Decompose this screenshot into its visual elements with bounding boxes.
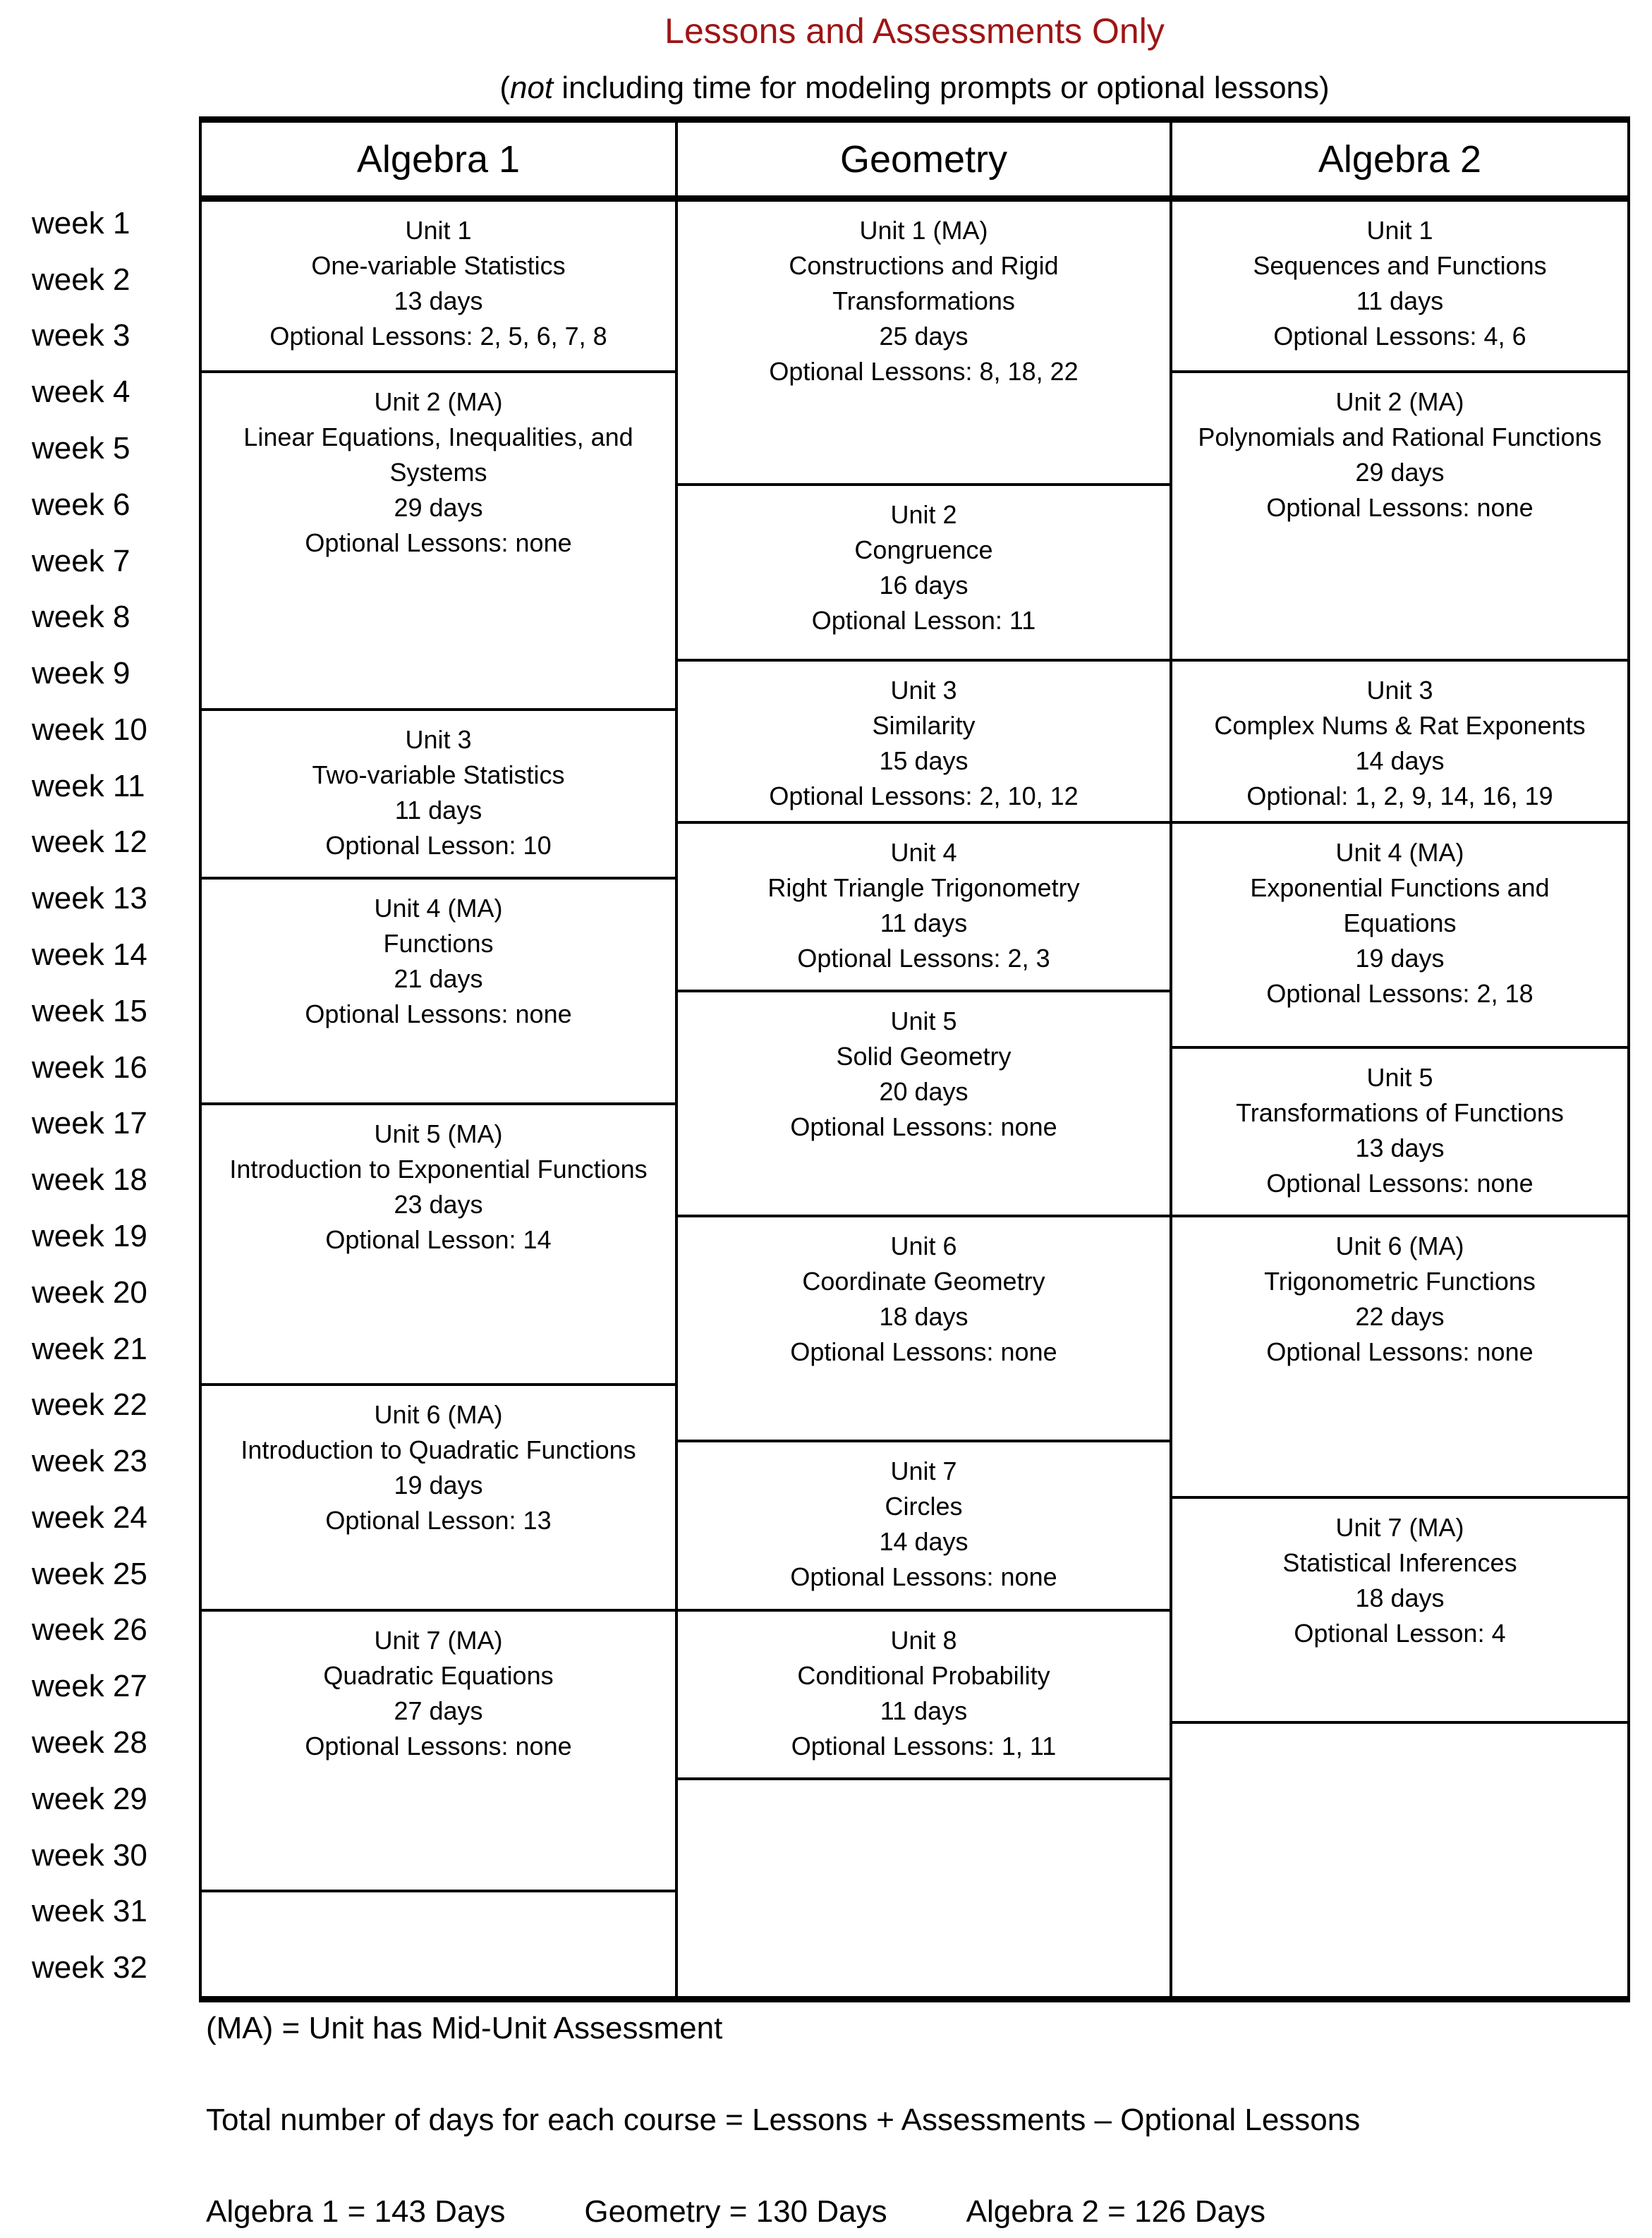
- unit-optional-lessons: Optional Lesson: 4: [1294, 1618, 1506, 1648]
- empty-block-geometry: [678, 1777, 1170, 2002]
- unit-title: Transformations of Functions: [1236, 1097, 1564, 1127]
- course-total-1: Algebra 1 = 143 Days: [206, 2194, 506, 2229]
- unit-block-geometry-2: [678, 483, 1170, 659]
- subtitle-italic: not: [509, 71, 554, 105]
- footnote-course-totals: [206, 2192, 1603, 2232]
- unit-title: Functions: [383, 929, 494, 959]
- week-label-4: week 4: [32, 375, 130, 410]
- week-label-27: week 27: [32, 1669, 147, 1704]
- unit-title: Solid Geometry: [836, 1041, 1012, 1071]
- unit-title: Right Triangle Trigonometry: [767, 872, 1080, 902]
- unit-label: Unit 3: [890, 675, 957, 705]
- unit-label: Unit 5: [890, 1006, 957, 1035]
- unit-days: 11 days: [1356, 286, 1444, 315]
- week-label-28: week 28: [32, 1725, 147, 1760]
- unit-days: 13 days: [1355, 1133, 1445, 1162]
- unit-optional-lessons: Optional Lessons: 2, 10, 12: [769, 781, 1079, 810]
- unit-days: 20 days: [879, 1076, 968, 1106]
- week-label-1: week 1: [32, 205, 130, 241]
- unit-block-algebra-2-3: [1172, 659, 1627, 821]
- unit-title: Trigonometric Functions: [1264, 1267, 1536, 1296]
- week-label-7: week 7: [32, 543, 130, 578]
- empty-block-algebra-2: [1172, 1721, 1627, 2002]
- week-label-29: week 29: [32, 1781, 147, 1816]
- unit-label: Unit 2 (MA): [374, 387, 503, 417]
- unit-optional-lessons: Optional Lessons: none: [790, 1337, 1057, 1367]
- week-label-18: week 18: [32, 1162, 147, 1198]
- unit-days: 11 days: [880, 908, 968, 937]
- week-label-31: week 31: [32, 1894, 147, 1929]
- unit-optional-lessons: Optional Lessons: none: [790, 1112, 1057, 1141]
- unit-block-geometry-1: [678, 202, 1170, 483]
- unit-block-algebra-1-1: [202, 202, 675, 370]
- course-total-2: Geometry = 130 Days: [584, 2194, 887, 2229]
- unit-title: Coordinate Geometry: [802, 1267, 1045, 1296]
- unit-title: Circles: [885, 1492, 963, 1521]
- unit-block-algebra-2-7: [1172, 1496, 1627, 1721]
- unit-title: Statistical Inferences: [1282, 1547, 1517, 1577]
- unit-block-algebra-2-1: [1172, 202, 1627, 370]
- unit-days: 27 days: [394, 1696, 483, 1725]
- footnote-total-formula: Total number of days for each course = Lessons + Assessments – Optional Lessons: [206, 2103, 1361, 2137]
- unit-block-geometry-3: [678, 659, 1170, 821]
- unit-days: 14 days: [1355, 746, 1445, 775]
- unit-title: Quadratic Equations: [323, 1660, 554, 1690]
- unit-label: Unit 7 (MA): [374, 1625, 503, 1655]
- week-label-21: week 21: [32, 1331, 147, 1366]
- week-label-12: week 12: [32, 825, 147, 860]
- unit-days: 14 days: [879, 1527, 968, 1557]
- unit-block-algebra-2-6: [1172, 1215, 1627, 1496]
- unit-label: Unit 6: [890, 1231, 957, 1261]
- unit-block-algebra-2-2: [1172, 370, 1627, 658]
- unit-optional-lessons: Optional Lessons: none: [790, 1562, 1057, 1592]
- footnote-ma: (MA) = Unit has Mid-Unit Assessment: [206, 2011, 723, 2045]
- week-label-24: week 24: [32, 1500, 147, 1535]
- unit-optional-lessons: Optional Lessons: none: [305, 999, 572, 1029]
- unit-optional-lessons: Optional Lessons: none: [1266, 493, 1533, 523]
- week-label-2: week 2: [32, 262, 130, 297]
- unit-label: Unit 5: [1366, 1062, 1433, 1092]
- unit-block-algebra-1-7: [202, 1609, 675, 1890]
- column-header-algebra-2: Algebra 2: [1318, 138, 1482, 181]
- unit-label: Unit 7: [890, 1456, 957, 1486]
- unit-block-algebra-1-3: [202, 708, 675, 877]
- week-label-16: week 16: [32, 1050, 147, 1085]
- unit-optional-lessons: Optional Lessons: 2, 3: [797, 943, 1050, 973]
- unit-optional-lessons: Optional Lessons: 2, 18: [1266, 978, 1533, 1008]
- unit-days: 19 days: [1355, 943, 1445, 973]
- unit-label: Unit 5 (MA): [374, 1119, 503, 1148]
- unit-optional-lessons: Optional Lessons: none: [305, 1731, 572, 1760]
- unit-block-geometry-4: [678, 821, 1170, 990]
- unit-block-geometry-8: [678, 1609, 1170, 1777]
- week-label-17: week 17: [32, 1106, 147, 1141]
- unit-title: Sequences and Functions: [1253, 251, 1547, 280]
- unit-days: 16 days: [879, 570, 968, 600]
- unit-label: Unit 4 (MA): [374, 894, 503, 923]
- unit-title: Introduction to Quadratic Functions: [241, 1435, 636, 1465]
- table-body: [202, 202, 1627, 2002]
- week-label-11: week 11: [32, 768, 145, 803]
- unit-title: Linear Equations, Inequalities, and Systems: [243, 422, 633, 487]
- unit-optional-lessons: Optional Lessons: none: [305, 528, 572, 558]
- unit-days: 21 days: [394, 964, 483, 994]
- week-label-10: week 10: [32, 712, 147, 747]
- week-label-25: week 25: [32, 1556, 147, 1591]
- unit-label: Unit 2 (MA): [1335, 387, 1464, 417]
- unit-days: 11 days: [880, 1696, 968, 1725]
- unit-optional-lessons: Optional Lesson: 14: [325, 1224, 552, 1254]
- week-label-26: week 26: [32, 1612, 147, 1648]
- unit-label: Unit 3: [405, 725, 472, 755]
- unit-label: Unit 6 (MA): [1335, 1231, 1464, 1261]
- week-label-14: week 14: [32, 937, 147, 973]
- unit-block-algebra-1-2: [202, 370, 675, 708]
- week-label-9: week 9: [32, 656, 130, 691]
- course-column-geometry: [678, 202, 1172, 2002]
- week-label-3: week 3: [32, 318, 130, 353]
- week-labels-column: [32, 195, 194, 1996]
- unit-label: Unit 1: [405, 216, 472, 245]
- unit-block-algebra-1-5: [202, 1102, 675, 1384]
- unit-days: 13 days: [394, 286, 483, 315]
- course-column-algebra-1: [202, 202, 678, 2002]
- course-total-3: Algebra 2 = 126 Days: [966, 2194, 1265, 2229]
- unit-optional-lessons: Optional Lessons: 2, 5, 6, 7, 8: [269, 322, 607, 351]
- unit-title: Exponential Functions and Equations: [1250, 872, 1550, 937]
- week-label-22: week 22: [32, 1387, 147, 1423]
- unit-block-geometry-7: [678, 1440, 1170, 1608]
- unit-optional-lessons: Optional Lesson: 10: [325, 831, 552, 860]
- unit-title: Introduction to Exponential Functions: [229, 1154, 648, 1184]
- table-header-row: [202, 123, 1627, 202]
- course-column-algebra-2: [1172, 202, 1627, 2002]
- unit-title: Congruence: [854, 535, 993, 564]
- unit-label: Unit 3: [1366, 675, 1433, 705]
- unit-optional-lessons: Optional Lessons: none: [1266, 1337, 1533, 1367]
- unit-optional-lessons: Optional: 1, 2, 9, 14, 16, 19: [1246, 781, 1553, 810]
- unit-label: Unit 6 (MA): [374, 1400, 503, 1430]
- unit-days: 25 days: [879, 322, 968, 351]
- unit-label: Unit 2: [890, 499, 957, 529]
- subtitle-prefix: (: [499, 71, 510, 105]
- column-header-geometry: Geometry: [678, 123, 1172, 195]
- week-label-32: week 32: [32, 1950, 147, 1985]
- unit-optional-lessons: Optional Lessons: 4, 6: [1273, 322, 1526, 351]
- week-label-19: week 19: [32, 1218, 147, 1253]
- unit-days: 29 days: [394, 493, 483, 523]
- unit-label: Unit 4 (MA): [1335, 837, 1464, 867]
- unit-block-geometry-5: [678, 990, 1170, 1215]
- week-label-30: week 30: [32, 1837, 147, 1873]
- unit-days: 18 days: [1355, 1583, 1445, 1612]
- unit-title: Polynomials and Rational Functions: [1198, 422, 1602, 452]
- page-subtitle: [199, 69, 1630, 107]
- unit-days: 22 days: [1355, 1302, 1445, 1332]
- unit-days: 29 days: [1355, 458, 1445, 487]
- unit-label: Unit 4: [890, 837, 957, 867]
- unit-days: 19 days: [394, 1471, 483, 1500]
- unit-days: 23 days: [394, 1189, 483, 1219]
- unit-title: One-variable Statistics: [311, 251, 566, 280]
- unit-block-algebra-2-4: [1172, 821, 1627, 1046]
- unit-days: 11 days: [394, 796, 482, 825]
- unit-days: 15 days: [879, 746, 968, 775]
- unit-block-geometry-6: [678, 1215, 1170, 1440]
- subtitle-rest: including time for modeling prompts or optional lessons): [553, 71, 1330, 105]
- unit-title: Conditional Probability: [797, 1660, 1050, 1690]
- unit-optional-lessons: Optional Lessons: 1, 11: [791, 1731, 1057, 1760]
- unit-optional-lessons: Optional Lessons: 8, 18, 22: [769, 357, 1079, 386]
- week-label-20: week 20: [32, 1275, 147, 1310]
- unit-block-algebra-2-5: [1172, 1046, 1627, 1215]
- week-label-8: week 8: [32, 600, 130, 635]
- unit-block-algebra-1-4: [202, 877, 675, 1102]
- column-header-algebra-1: Algebra 1: [202, 123, 678, 195]
- week-label-13: week 13: [32, 881, 147, 916]
- unit-label: Unit 7 (MA): [1335, 1512, 1464, 1542]
- week-label-5: week 5: [32, 431, 130, 466]
- empty-block-algebra-1: [202, 1890, 675, 2002]
- unit-block-algebra-1-6: [202, 1383, 675, 1608]
- unit-title: Constructions and Rigid Transformations: [789, 251, 1059, 315]
- unit-label: Unit 1 (MA): [859, 216, 988, 245]
- unit-title: Two-variable Statistics: [312, 760, 565, 790]
- page-title: Lessons and Assessments Only: [664, 11, 1165, 51]
- unit-title: Similarity: [872, 710, 976, 740]
- course-table: [199, 116, 1630, 2002]
- unit-label: Unit 8: [890, 1625, 957, 1655]
- unit-label: Unit 1: [1366, 216, 1433, 245]
- unit-days: 18 days: [879, 1302, 968, 1332]
- unit-optional-lessons: Optional Lessons: none: [1266, 1168, 1533, 1198]
- week-label-15: week 15: [32, 993, 147, 1028]
- unit-optional-lessons: Optional Lesson: 11: [811, 605, 1036, 635]
- unit-title: Complex Nums & Rat Exponents: [1214, 710, 1586, 740]
- unit-optional-lessons: Optional Lesson: 13: [325, 1506, 552, 1535]
- week-label-6: week 6: [32, 487, 130, 522]
- week-label-23: week 23: [32, 1444, 147, 1479]
